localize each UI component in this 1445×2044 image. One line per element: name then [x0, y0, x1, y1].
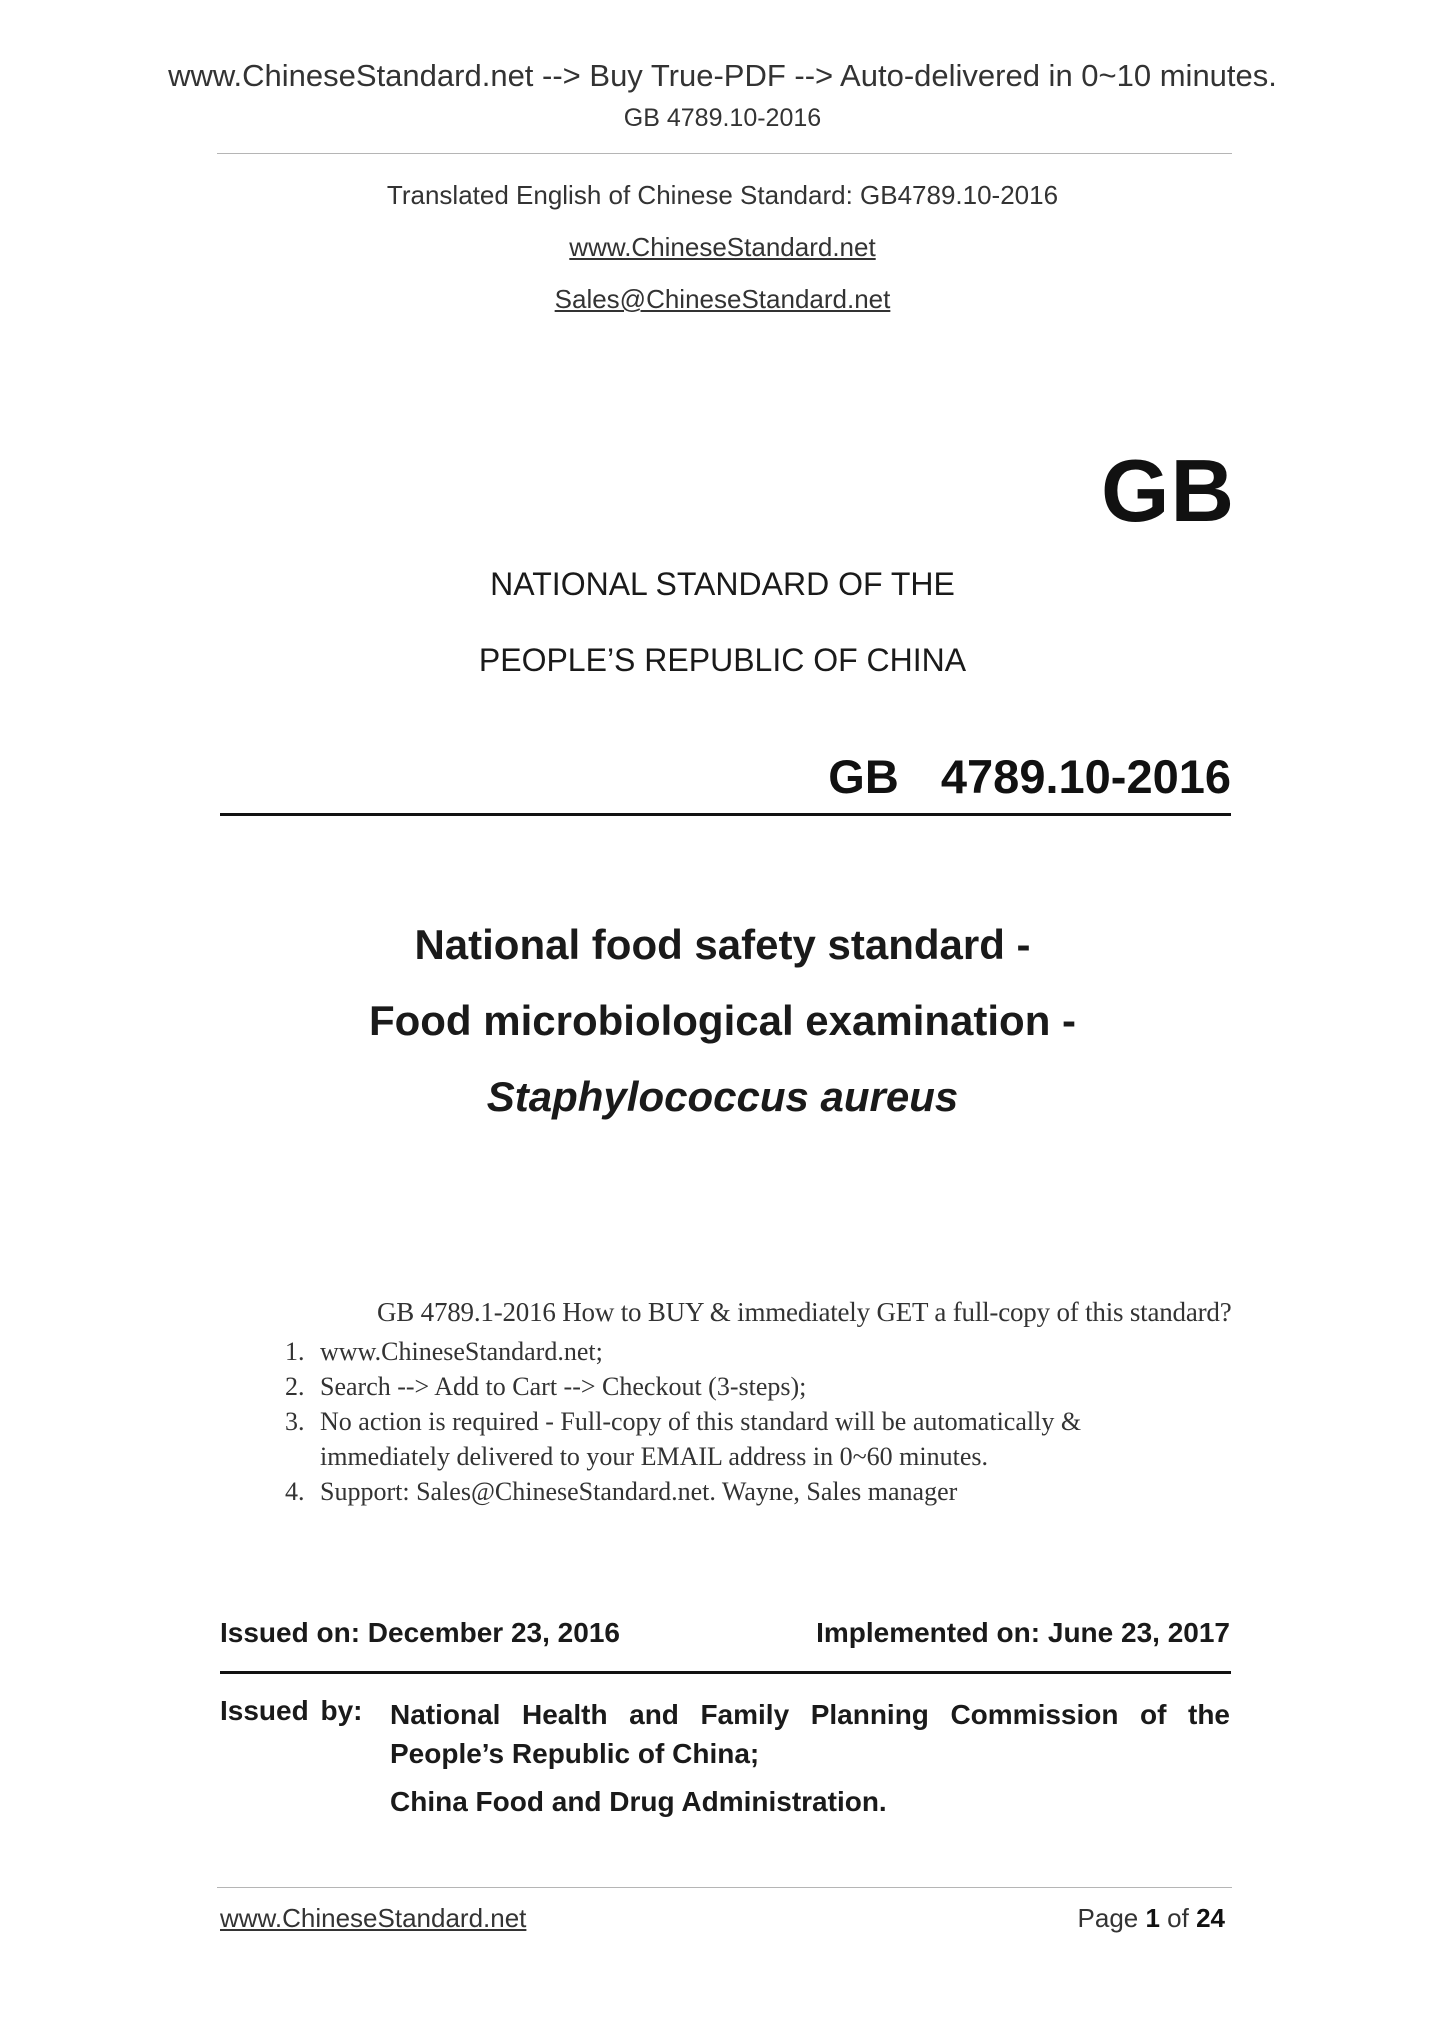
page-of: of [1159, 1903, 1197, 1933]
step-text: Search --> Add to Cart --> Checkout (3-steps); [320, 1372, 807, 1401]
header-divider [217, 153, 1232, 154]
header-doc-code: GB 4789.10-2016 [623, 104, 822, 132]
list-item [285, 1404, 1232, 1474]
step-text: www.ChineseStandard.net; [320, 1337, 603, 1366]
website-link[interactable]: www.ChineseStandard.net [569, 232, 876, 262]
standard-code: GB 4789.10-2016 [828, 750, 1231, 803]
national-line-2: PEOPLE’S REPUBLIC OF CHINA [478, 642, 967, 678]
step-number: 4. [285, 1477, 305, 1506]
step-text: Support: Sales@ChineseStandard.net. Wayne, Sales manager [320, 1477, 958, 1506]
issued-on-date: Issued on: December 23, 2016 [220, 1617, 620, 1648]
issuer-1: National Health and Family Planning Commission of the People’s Republic of China; [390, 1699, 1230, 1769]
code-divider [220, 813, 1231, 816]
implemented-on-date: Implemented on: June 23, 2017 [816, 1617, 1230, 1648]
gb-mark: GB [1101, 441, 1235, 540]
list-item [285, 1369, 1232, 1404]
page-current: 1 [1145, 1903, 1160, 1933]
buy-steps-list [285, 1334, 1232, 1509]
buy-heading: GB 4789.1-2016 How to BUY & immediately GET a full-copy of this standard? [377, 1297, 1232, 1327]
translated-line: Translated English of Chinese Standard: GB4789.10-2016 [386, 180, 1059, 210]
issue-divider [220, 1671, 1231, 1674]
list-item [285, 1334, 1232, 1369]
list-item [285, 1474, 1232, 1509]
step-number: 3. [285, 1407, 305, 1436]
page-prefix: Page [1077, 1903, 1146, 1933]
title-line-2: Food microbiological examination - [368, 997, 1077, 1044]
step-number: 2. [285, 1372, 305, 1401]
email-link[interactable]: Sales@ChineseStandard.net [554, 284, 891, 314]
buy-instructions [285, 1297, 1232, 1509]
national-line-1: NATIONAL STANDARD OF THE [490, 566, 955, 602]
page-number [1078, 1903, 1225, 1934]
title-line-1: National food safety standard - [414, 921, 1031, 968]
issuer-2: China Food and Drug Administration. [390, 1786, 887, 1817]
page-total: 24 [1196, 1903, 1225, 1933]
issued-by-label: Issued by: [220, 1695, 363, 1726]
step-number: 1. [285, 1337, 305, 1366]
footer-website-link[interactable]: www.ChineseStandard.net [220, 1903, 527, 1933]
top-banner: www.ChineseStandard.net --> Buy True-PDF --> Auto-delivered in 0~10 minutes. [168, 58, 1277, 93]
footer-divider [217, 1887, 1232, 1888]
title-line-3: Staphylococcus aureus [486, 1073, 959, 1120]
step-text: No action is required - Full-copy of this standard will be automatically & immediately delivered to your EMAIL address in 0~60 minutes. [320, 1407, 1082, 1471]
